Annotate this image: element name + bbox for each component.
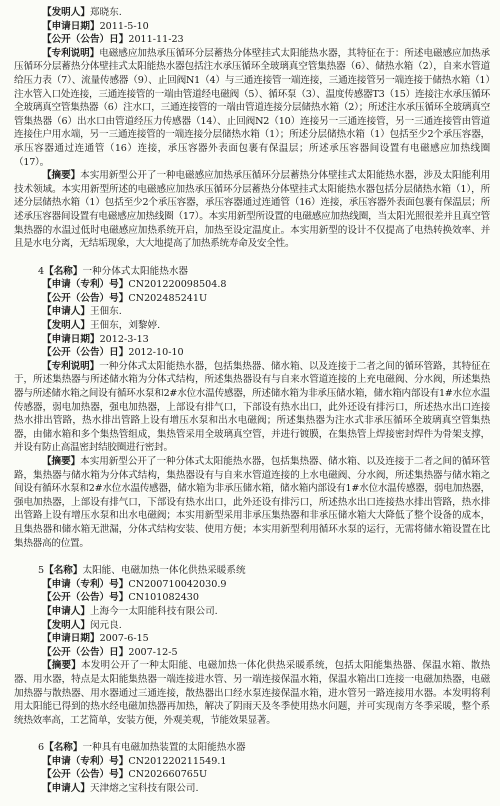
publication-number-value: CN101082430 xyxy=(128,592,200,604)
application-date-value: 2007-6-15 xyxy=(99,633,149,645)
application-number-label: 【申请（专利）号】 xyxy=(42,755,129,767)
application-date-value: 2012-3-13 xyxy=(99,333,149,345)
name-value: 一种具有电磁加热装置的太阳能热水器 xyxy=(82,742,246,754)
entry-title-row xyxy=(14,265,490,279)
description-label: 【专利说明】 xyxy=(42,47,100,59)
entry-number: 5 xyxy=(38,565,45,577)
inventor-row xyxy=(14,319,490,333)
application-number-label: 【申请（专利）号】 xyxy=(42,578,129,590)
publication-number-value: CN202485241U xyxy=(128,292,208,304)
application-date-label: 【申请日期】 xyxy=(42,20,100,32)
inventor-label: 【发明人】 xyxy=(42,7,90,18)
publication-date-label: 【公开（公告）日】 xyxy=(42,347,129,359)
applicant-row xyxy=(14,782,490,796)
inventor-value: 郑晓东. xyxy=(89,7,122,18)
publication-number-row xyxy=(14,591,490,605)
publication-date-label: 【公开（公告）日】 xyxy=(42,34,129,46)
inventor-value: 闵元良. xyxy=(89,619,122,631)
applicant-label: 【申请人】 xyxy=(42,783,90,795)
applicant-row xyxy=(14,605,490,619)
applicant-value: 上海今一太阳能科技有限公司. xyxy=(89,605,218,617)
application-date-label: 【申请日期】 xyxy=(42,633,100,645)
application-number-row xyxy=(14,578,490,592)
application-date-row xyxy=(14,20,490,34)
application-date-row xyxy=(14,333,490,347)
name-value: 一种分体式太阳能热水器 xyxy=(82,265,189,277)
application-number-value: CN201220098504.8 xyxy=(128,279,227,291)
publication-number-row xyxy=(14,768,490,782)
publication-date-row xyxy=(14,346,490,360)
entry-title-row xyxy=(14,564,490,578)
publication-date-row xyxy=(14,646,490,660)
entry-title-row xyxy=(14,741,490,755)
abstract-label: 【摘要】 xyxy=(42,170,81,182)
publication-number-label: 【公开（公告）号】 xyxy=(42,769,129,781)
patent-entry-5 xyxy=(14,564,490,727)
application-number-row xyxy=(14,755,490,769)
publication-number-value: CN202660765U xyxy=(128,769,208,781)
application-date-row xyxy=(14,632,490,646)
publication-number-row xyxy=(14,292,490,306)
description-text: 一种分体式太阳能热水器，包括集热器、储水箱、以及连接于二者之间的循环管路，其特征在于，所述集热器与所述储水箱为分体式结构，所述集热器设有与自来水管道连接的上充电磁阀、分水阀，所述集热器与所述储水箱之间设有循环水泵和2#水位水温传感器，所述储水箱为非承压储水箱，储水箱内部设有1#水位水温传感器，弱电加热器，强电加热器，上部设有排气口，下部设有热水出口，此外还设有排污口，所述热水出口连接热水排出管路，热水排出管路上设有增压水泵和出水电磁阀；所述集热器为注水式非承压循环全玻璃真空管集热器，由储水箱和多个集热管组成，集热管采用全玻璃真空管，并进行镀膜，在集热管上焊接密封焊件为骨架支撑，并设有防止高温密封结胶圈进行密封。 xyxy=(14,360,491,454)
application-number-label: 【申请（专利）号】 xyxy=(42,279,129,291)
application-number-value: CN201220211549.1 xyxy=(128,755,227,767)
abstract-label: 【摘要】 xyxy=(42,660,81,672)
abstract-label: 【摘要】 xyxy=(42,456,81,467)
publication-date-label: 【公开（公告）日】 xyxy=(42,646,129,658)
patent-abstract xyxy=(14,455,490,550)
publication-date-row xyxy=(14,33,490,47)
name-label: 【名称】 xyxy=(44,265,83,277)
applicant-value: 王佃东. xyxy=(89,306,122,318)
entry-number: 4 xyxy=(38,265,45,277)
inventor-label: 【发明人】 xyxy=(42,619,90,631)
publication-date-value: 2011-11-23 xyxy=(128,34,184,46)
patent-description xyxy=(14,360,490,455)
inventor-row xyxy=(14,6,490,20)
name-value: 太阳能、电磁加热一体化供热采暖系统 xyxy=(82,565,246,577)
name-label: 【名称】 xyxy=(44,565,83,577)
publication-date-value: 2007-12-5 xyxy=(128,646,178,658)
patent-entry-6 xyxy=(14,741,490,795)
application-date-label: 【申请日期】 xyxy=(42,333,100,345)
patent-abstract xyxy=(14,169,490,251)
inventor-row xyxy=(14,619,490,633)
applicant-label: 【申请人】 xyxy=(42,306,90,318)
application-number-row xyxy=(14,278,490,292)
publication-number-label: 【公开（公告）号】 xyxy=(42,292,129,304)
inventor-label: 【发明人】 xyxy=(42,320,90,332)
abstract-text: 本实用新型公开了一种分体式太阳能热水器，包括集热器、储水箱、以及连接于二者之间的循环管路，集热器与储水箱为分体式结构，集热器设有与自来水管道连接的上水电磁阀、分水阀，所述集热器与储水箱之间设有循环水泵和2#水位水温传感器，储水箱为非承压储水箱，储水箱内部设有1#水位水温传感器，弱电加热器，强电加热器，上部设有排气口，下部设有热水出口，此外还设有排污口，所述热水出口连接热水排出管路，热水排出管路上设有增压水泵和出水电磁阀；本实用新型采用非承压集热器和非承压储水箱大大降低了整个设备的成本，且集热器和储水箱无泄漏，分体式结构安装、使用方便；本实用新型利用循环水泵的运行，无需将储水箱设置在比集热器高的位置。 xyxy=(14,456,491,549)
application-number-value: CN200710042030.9 xyxy=(128,578,227,590)
inventor-value: 王佃东，刘黎婷. xyxy=(89,320,161,332)
patent-entry-4 xyxy=(14,265,490,550)
publication-number-label: 【公开（公告）号】 xyxy=(42,592,129,604)
name-label: 【名称】 xyxy=(44,742,83,754)
abstract-text: 本实用新型公开了一种电磁感应加热承压循环分层蓄热分体壁挂式太阳能热水器，涉及太阳能利用技术领域。本实用新型所述的电磁感应加热承压循环分层蓄热分体壁挂式太阳能热水器包括分层储热水箱（1），所述分层储热水箱（1）包括至少2个承压容器，承压容器通过连通管（16）连接，承压容器外表面包裹有保温层；所述承压容器间设置有电磁感应加热线圈（17）。本实用新型所设置的电磁感应加热线圈，当太阳光照很差并且真空管集热器的水温过低时电磁感应加热系统开启，加热至设定温度止。本实用新型的设计不仅提高了电热转换效率、并且是水电分离，无结垢现象，大大地提高了加热系统寿命及安全性。 xyxy=(14,170,491,250)
applicant-label: 【申请人】 xyxy=(42,605,90,617)
patent-abstract xyxy=(14,659,490,727)
patent-description xyxy=(14,47,490,169)
application-date-value: 2011-5-10 xyxy=(99,20,149,32)
patent-entry-3 xyxy=(14,6,490,251)
description-text: 电磁感应加热承压循环分层蓄热分体壁挂式太阳能热水器，其特征在于：所述电磁感应加热承压循环分层蓄热分体壁挂式太阳能热水器包括注水承压循环全玻璃真空管集热器（6）、储热水箱（2），自来水管道给压力表（7）、流量传感器（9）、止回阀N1（4）与三通连接管一端连接，三通连接管另一端连接于储热水箱（1）注水管入口处连接，三通连接管的一端由管道经电磁阀（5）、循环泵（3）、温度传感器T3（15）连接注水承压循环全玻璃真空管集热器（6）注水口，三通连接管的一端由管道连接分层储热水箱（2）；所述注水承压循环全玻璃真空管集热器（6）出水口由管道经压力传感器（14）、止回阀N2（10）连接另一三通连接管，另一三通连接管由管道连接住户用水端，另一三通连接管的一端连接分层储热水箱（1）；所述分层储热水箱（1）包括至少2个承压容器，承压容器通过连通管（16）连接，承压容器外表面包裹有保温层；所述承压容器间设置有电磁感应加热线圈（17）。 xyxy=(14,47,491,168)
entry-number: 6 xyxy=(38,742,45,754)
applicant-value: 天津熔之宝科技有限公司. xyxy=(89,783,199,795)
publication-date-value: 2012-10-10 xyxy=(128,347,184,359)
applicant-row xyxy=(14,305,490,319)
description-label: 【专利说明】 xyxy=(42,360,100,372)
abstract-text: 本发明公开了一种太阳能、电磁加热一体化供热采暖系统，包括太阳能集热器、保温水箱、散热器、用水器，特点是太阳能集热器一端连接进水管、另一端连接保温水箱，保温水箱出口连接一电磁加热器，电磁加热器与散热器、用水器通过三通连接，散热器出口经水泵连接保温水箱，进水管另一路连接用水器。本发明将利用太阳能已得到的热水经电磁加热器再加热，解决了阴雨天及冬季使用热水问题，并可实现南方冬季采暖，整个系统热效率高，工艺简单，安装方便，外观美观，节能效果显著。 xyxy=(14,660,491,726)
